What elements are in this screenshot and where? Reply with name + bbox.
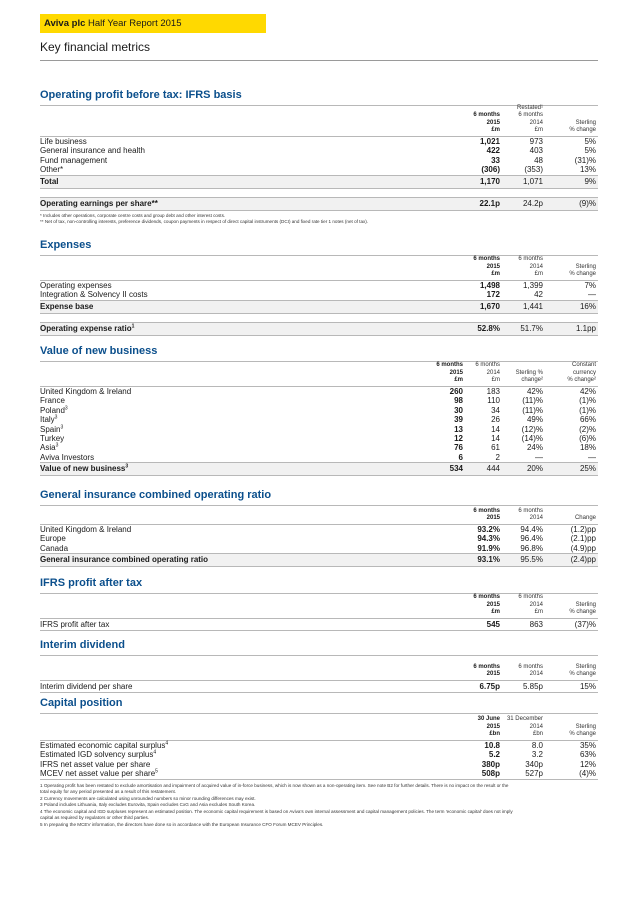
col-header-jun-2015: 30 June 2015 £bn: [477, 716, 500, 737]
row-label: [40, 463, 128, 475]
row-value: 95.5%: [520, 555, 543, 565]
col-header-2014: 6 months 2014 £m: [518, 256, 543, 277]
row-label: [40, 750, 156, 759]
row-label: Integration & Solvency II costs: [40, 290, 148, 300]
row-value: (14)%: [521, 433, 543, 443]
row-value: (11)%: [522, 396, 543, 406]
col-header-change: Sterling % change: [569, 263, 596, 277]
footnote: * Includes other operations, corporate centre costs and group debt and other interest costs.: [40, 212, 226, 218]
table-row: [40, 165, 598, 174]
row-value: 7%: [584, 281, 596, 290]
section-operating-profit: [40, 88, 598, 226]
section-capital-position: [40, 696, 598, 828]
row-value: 15%: [579, 682, 596, 691]
col-header-change: Sterling % change: [569, 663, 596, 677]
data-rows: [40, 740, 598, 780]
row-value: 14: [491, 433, 500, 443]
footnote: 3 Poland includes Lithuania, Italy excludes Eurovita, Spain excludes CxG and Asia excludes South Korea.: [40, 802, 256, 808]
row-value: (4)%: [579, 769, 596, 779]
row-label-text: Estimated economic capital surplus: [40, 741, 166, 750]
row-value: 973: [529, 137, 543, 146]
row-value: 24.2p: [522, 198, 543, 208]
row-value: 98: [454, 396, 463, 406]
row-value: 94.3%: [477, 534, 500, 544]
row-value: 26: [491, 415, 500, 425]
row-value: 380p: [481, 759, 500, 769]
row-value: 33: [491, 155, 500, 165]
col-header-sterling-change: Sterling % change²: [515, 369, 543, 383]
data-rows: [40, 386, 598, 476]
row-value: (6)%: [579, 433, 596, 443]
row-value: 172: [486, 290, 500, 300]
row-value: 340p: [525, 759, 543, 769]
row-value: 34: [491, 405, 500, 415]
footnotes: [40, 783, 598, 829]
row-value: 48: [534, 155, 543, 165]
row-value: 1,399: [522, 281, 543, 290]
total-row: [40, 462, 598, 476]
row-label: Life business: [40, 137, 87, 146]
col-header-constant-currency: Constant currency % change²: [567, 362, 596, 383]
footnote: total equity for any period presented as a result of this restatement.: [40, 789, 177, 795]
row-value: 61: [491, 443, 500, 453]
row-value: 35%: [579, 741, 596, 750]
row-value: 422: [486, 146, 500, 156]
row-value: 96.4%: [520, 534, 543, 544]
data-rows: [40, 524, 598, 567]
row-label-text: Poland: [40, 405, 65, 415]
section-expenses: [40, 238, 598, 336]
report-banner: [40, 14, 266, 33]
table-row: [40, 741, 598, 750]
row-value: 16%: [579, 301, 596, 311]
row-label: [40, 323, 134, 335]
column-headers: [40, 593, 598, 618]
row-value: 13%: [579, 165, 596, 175]
row-label-text: Italy: [40, 415, 55, 425]
row-value: 508p: [481, 769, 500, 779]
row-value: 260: [449, 387, 463, 396]
row-value: (9)%: [579, 198, 596, 208]
table-row: [40, 425, 598, 434]
row-value: 8.0: [531, 741, 543, 750]
section-value-of-new-business: [40, 344, 598, 476]
row-label: Other*: [40, 165, 64, 175]
row-value: 39: [454, 415, 463, 425]
col-header-2015: 6 months 2015 £m: [473, 256, 500, 277]
footnote: 5 In preparing the MCEV information, the directors have done so in accordance with the European Insurance CFO Forum MCEV Principles.: [40, 821, 324, 827]
table-row: [40, 290, 598, 299]
row-value: 1,021: [479, 137, 500, 146]
row-value: 63%: [579, 750, 596, 760]
table-row: [40, 443, 598, 452]
row-value: 1,670: [479, 301, 500, 311]
row-value: 9%: [584, 176, 596, 186]
row-value: 527p: [525, 769, 543, 779]
row-value: 534: [449, 464, 463, 474]
row-label: Interim dividend per share: [40, 682, 133, 691]
row-value: 6.75p: [479, 682, 500, 691]
column-headers: [40, 105, 598, 136]
row-value: 12%: [579, 759, 596, 769]
footnote-ref: 3: [55, 442, 59, 449]
row-value: 5%: [584, 146, 596, 156]
col-header-2015: 6 months 2015: [473, 507, 500, 521]
row-label-text: Asia: [40, 443, 56, 453]
row-value: 1,441: [522, 301, 543, 311]
footnote: ** Net of tax, non-controlling interests, preference dividends, coupon payments in respect of direct capital instruments (DCI) and fixed rate tier 1 notes (net of tax).: [40, 219, 369, 225]
row-value: 863: [529, 620, 543, 629]
table-row: [40, 769, 598, 778]
col-header-dec-2014: 31 December 2014 £bn: [506, 716, 543, 737]
row-value: 1,071: [522, 176, 543, 186]
row-label: Operating expenses: [40, 281, 112, 290]
footnote-ref: 1: [131, 323, 135, 330]
row-label: [40, 387, 131, 396]
table-row: [40, 146, 598, 155]
row-value: 183: [486, 387, 500, 396]
row-value: (1)%: [579, 396, 596, 406]
footnotes: [40, 213, 598, 226]
row-value: 18%: [579, 443, 596, 453]
row-value: 14: [491, 424, 500, 434]
row-value: 110: [487, 396, 500, 406]
row-label: Europe: [40, 534, 66, 544]
row-label-text: Spain: [40, 424, 61, 434]
row-label: [40, 434, 64, 443]
row-value: 5%: [584, 137, 596, 146]
row-value: (4.9)pp: [570, 543, 596, 553]
row-label-text: Aviva Investors: [40, 452, 95, 462]
col-header-change: Sterling % change: [569, 119, 596, 133]
page-title: Key financial metrics: [40, 40, 151, 54]
row-value: 76: [454, 443, 463, 453]
row-value: 403: [529, 146, 543, 156]
row-value: 13: [454, 424, 463, 434]
row-label: [40, 443, 58, 452]
row-label: General insurance and health: [40, 146, 145, 156]
col-header-2014: Restated¹ 6 months 2014 £m: [516, 105, 543, 133]
row-value: 10.8: [484, 741, 500, 750]
total-row: [40, 175, 598, 189]
row-value: 5.2: [488, 750, 500, 760]
column-headers: [40, 361, 598, 386]
section-title: Capital position: [40, 697, 123, 709]
section-title: Value of new business: [40, 345, 158, 357]
row-value: (11)%: [522, 405, 543, 415]
row-label: United Kingdom & Ireland: [40, 525, 132, 534]
row-label-text: Turkey: [40, 433, 65, 443]
row-label: Total: [40, 176, 59, 186]
table-row: [40, 415, 598, 424]
row-value: 6: [458, 452, 463, 462]
footnote: capital as required by regulators or other third parties.: [40, 815, 150, 821]
row-label: [40, 396, 65, 405]
col-header-2014: 6 months 2014 £m: [518, 594, 543, 615]
section-title: General insurance combined operating ratio: [40, 489, 272, 501]
row-value: 444: [486, 464, 500, 474]
row-label: Operating earnings per share**: [40, 198, 158, 208]
column-headers: [40, 655, 598, 680]
row-value: 20%: [526, 464, 543, 474]
row-value: 12: [454, 433, 463, 443]
row-value: 42: [534, 290, 543, 300]
row-value: 30: [454, 405, 463, 415]
table-row: [40, 750, 598, 759]
row-label: [40, 453, 94, 462]
table-row: [40, 453, 598, 462]
row-value: (12)%: [521, 424, 543, 434]
table-row: [40, 137, 598, 146]
footnote-ref: 3: [125, 463, 129, 470]
row-value: 25%: [579, 464, 596, 474]
table-row: [40, 760, 598, 769]
row-value: 1,170: [479, 176, 500, 186]
table-row: [40, 281, 598, 290]
section-title: Expenses: [40, 239, 92, 251]
row-value: (306): [481, 165, 500, 175]
footnote-ref: 4: [165, 740, 169, 747]
col-header-2015: 6 months 2015 £m: [436, 362, 463, 383]
row-value: 96.8%: [520, 543, 543, 553]
row-value: (1.2)pp: [570, 525, 596, 534]
row-label: [40, 425, 63, 434]
row-value: (31)%: [574, 155, 596, 165]
col-header-2014: 6 months 2014 £m: [475, 362, 500, 383]
row-label: IFRS profit after tax: [40, 620, 110, 629]
row-value: 93.2%: [477, 525, 500, 534]
col-header-change: Sterling % change: [569, 601, 596, 615]
row-value: (2.1)pp: [570, 534, 596, 544]
section-title: Interim dividend: [40, 639, 125, 651]
row-value: 91.9%: [477, 543, 500, 553]
row-label: [40, 760, 150, 769]
col-header-2015: 6 months 2015: [473, 663, 500, 677]
row-value: 24%: [526, 443, 543, 453]
row-label: Expense base: [40, 301, 94, 311]
total-row: [40, 553, 598, 567]
section-title: IFRS profit after tax: [40, 577, 143, 589]
table-row: [40, 681, 598, 692]
footnote-ref: 4: [153, 749, 157, 756]
total-row: [40, 300, 598, 314]
row-label: [40, 769, 158, 778]
col-header-2014: 6 months 2014: [518, 507, 543, 521]
row-label-text: IFRS net asset value per share: [40, 759, 151, 769]
row-label-text: MCEV net asset value per share: [40, 769, 156, 779]
table-row: [40, 387, 598, 396]
row-value: 3.2: [531, 750, 543, 760]
row-value: 545: [486, 620, 500, 629]
title-rule: [40, 60, 598, 61]
col-header-2014: 6 months 2014: [518, 663, 543, 677]
row-value: (2)%: [579, 424, 596, 434]
col-header-change: Sterling % change: [569, 723, 596, 737]
section-interim-dividend: [40, 638, 598, 693]
row-label-text: Estimated IGD solvency surplus: [40, 750, 154, 760]
footnote: 2 Currency movements are calculated using unrounded numbers so minor rounding differences may exist.: [40, 795, 256, 801]
col-header-2015: 6 months 2015 £m: [473, 594, 500, 615]
row-value: 51.7%: [520, 323, 543, 333]
row-value: 42%: [579, 387, 596, 396]
table-row: [40, 525, 598, 534]
row-value: 93.1%: [477, 555, 500, 565]
data-rows: [40, 680, 598, 693]
footnote-ref: 3: [64, 405, 68, 412]
row-value: 2: [495, 452, 500, 462]
row-label: [40, 741, 168, 750]
col-header-2015: 6 months 2015 £m: [473, 112, 500, 133]
row-label-text: United Kingdom & Ireland: [40, 387, 132, 396]
row-value: 1.1pp: [575, 323, 596, 333]
data-rows: [40, 280, 598, 336]
row-value: 49%: [526, 415, 543, 425]
column-headers: [40, 255, 598, 280]
row-value: —: [535, 452, 543, 462]
row-value: 94.4%: [520, 525, 543, 534]
footnote-ref: 3: [54, 414, 58, 421]
row-value: 42%: [526, 387, 543, 396]
row-value: 66%: [579, 415, 596, 425]
row-label: Canada: [40, 543, 69, 553]
column-headers: [40, 713, 598, 740]
footnote: 4 The economic capital and IGD surpluses represent an estimated position. The economic capital requirement is based on Aviva's own internal assessment and capital management policies. The term 'economic capital' does not imply: [40, 808, 513, 814]
data-rows: [40, 136, 598, 211]
table-row: [40, 156, 598, 165]
brand-name: Aviva plc: [44, 18, 86, 29]
row-value: 52.8%: [477, 323, 500, 333]
footnote: 1 Operating profit has been restated to exclude amortisation and impairment of acquired value of in-force business, which is now shown as a non-operating item. See note B2 for further details. There is no impact on the result or the: [40, 782, 509, 788]
row-value: 22.1p: [479, 198, 500, 208]
row-value: 1,498: [479, 281, 500, 290]
row-value: (37)%: [574, 620, 596, 629]
row-value: —: [588, 452, 596, 462]
table-row: [40, 619, 598, 630]
table-row: [40, 544, 598, 553]
row-value: (353): [524, 165, 543, 175]
data-rows: [40, 618, 598, 631]
row-label-text: France: [40, 396, 65, 406]
section-ifrs-profit-after-tax: [40, 576, 598, 631]
table-row: [40, 434, 598, 443]
row-label: Fund management: [40, 155, 108, 165]
row-label-text: Operating expense ratio: [40, 323, 132, 333]
section-title: Operating profit before tax: IFRS basis: [40, 89, 242, 101]
table-row: [40, 534, 598, 543]
table-row: [40, 406, 598, 415]
footnote-ref: 3: [60, 423, 64, 430]
row-label: [40, 415, 57, 424]
footnote-ref: 5: [155, 768, 158, 775]
row-value: (2.4)pp: [570, 555, 596, 565]
section-gi-combined-operating-ratio: [40, 488, 598, 567]
col-header-change: Change: [574, 514, 596, 521]
table-row: [40, 396, 598, 405]
row-label-text: Value of new business: [40, 464, 126, 474]
report-name: Half Year Report 2015: [88, 18, 182, 29]
row-label: General insurance combined operating ratio: [40, 555, 209, 565]
column-headers: [40, 505, 598, 524]
row-value: 5.85p: [522, 682, 543, 691]
row-value: —: [588, 290, 596, 300]
row-value: (1)%: [579, 405, 596, 415]
ratio-row: [40, 322, 598, 336]
eps-row: [40, 197, 598, 211]
